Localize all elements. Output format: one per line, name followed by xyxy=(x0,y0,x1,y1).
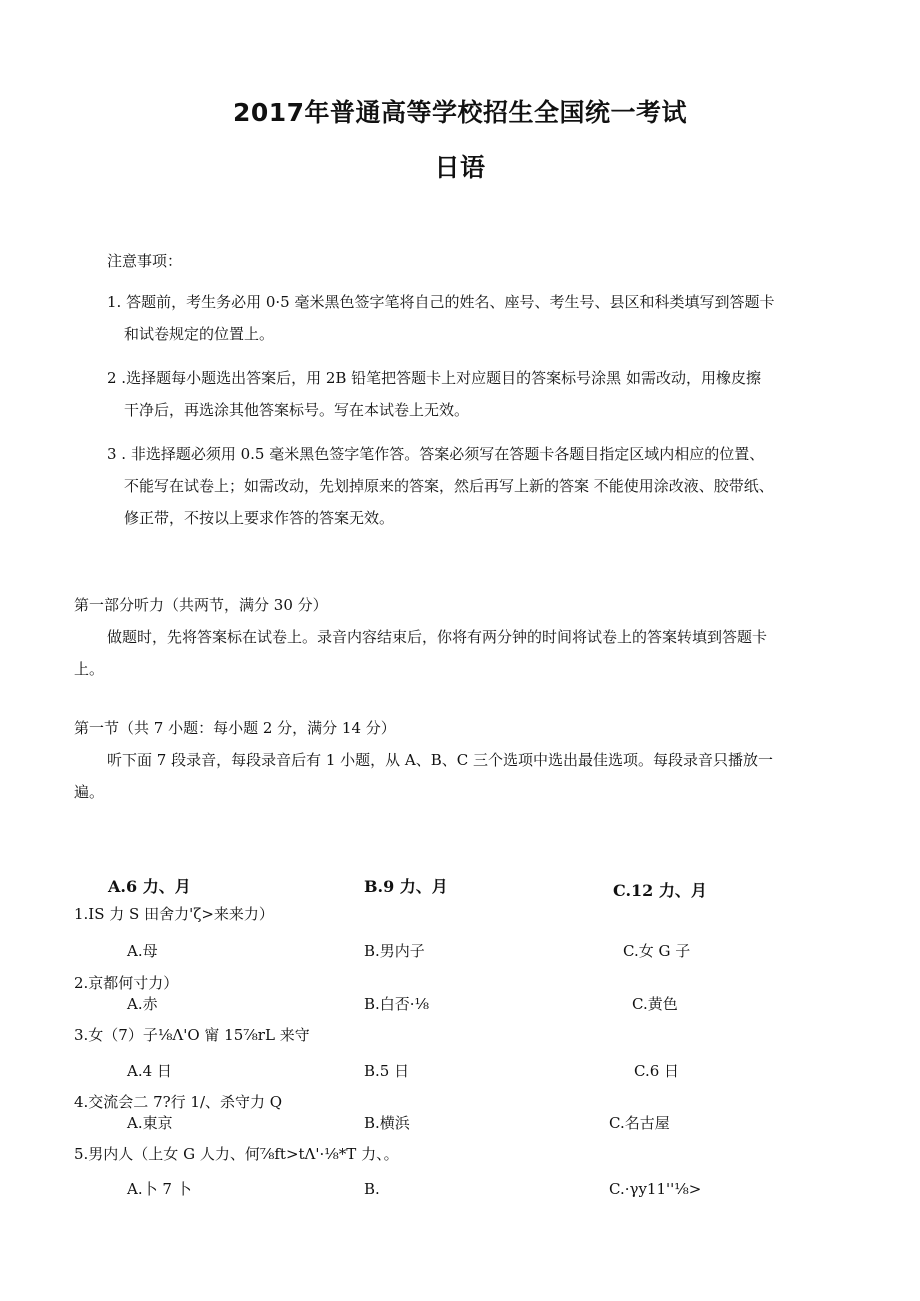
question-4-text: 4.交流会二 7?行 1/、杀守力 Q xyxy=(74,1093,283,1111)
exam-subject: 日语 xyxy=(434,153,486,182)
notice-item-2-line-1: 2 .选择题每小题选出答案后，用 2B 铅笔把答题卡上对应题目的答案标号涂黑 如需改动，用橡皮擦 xyxy=(107,369,761,387)
question-2-option-b: B.白否·⅛ xyxy=(364,995,430,1013)
question-3-option-c: C.6 日 xyxy=(634,1062,680,1080)
part1-desc-line-1: 做题时，先将答案标在试卷上。录音内容结束后，你将有两分钟的时间将试卷上的答案转填到答题卡 xyxy=(107,628,768,646)
question-1-text: 1.IS 力 S 田舍力'ζ>来来力） xyxy=(74,905,274,923)
notice-item-1-line-1: 1. 答题前，考生务必用 0·5 毫米黑色签字笔将自己的姓名、座号、考生号、县区和科类填写到答题卡 xyxy=(107,293,775,311)
question-1-option-a: A.母 xyxy=(127,942,158,960)
section1-heading: 第一节（共 7 小题：每小题 2 分，满分 14 分） xyxy=(74,719,396,737)
notice-item-3-line-3: 修正带，不按以上要求作答的答案无效。 xyxy=(124,509,395,527)
question-1-option-c: C.女 G 子 xyxy=(623,942,691,960)
notice-item-3-line-1: 3 . 非选择题必须用 0.5 毫米黑色签字笔作答。答案必须写在答题卡各题目指定区域内相应的位置、 xyxy=(107,445,765,463)
question-5-option-c: C.·γy11''⅛> xyxy=(609,1180,702,1198)
notice-item-2-line-2: 干净后，再选涂其他答案标号。写在本试卷上无效。 xyxy=(124,401,470,419)
question-5-text: 5.男内人（上女 G 人力、何⅞ft>tΛ'·⅛*T 力、。 xyxy=(74,1145,399,1163)
question-3-option-b: B.5 日 xyxy=(364,1062,410,1080)
section1-desc-line-2: 遍。 xyxy=(74,783,105,801)
question-0-option-b: B.9 力、月 xyxy=(364,877,448,896)
question-2-option-c: C.黄色 xyxy=(632,995,678,1013)
question-5-option-b: B. xyxy=(364,1180,380,1198)
part1-heading: 第一部分听力（共两节，满分 30 分） xyxy=(74,596,328,614)
question-4-option-a: A.東京 xyxy=(127,1114,173,1132)
question-4-option-c: C.名古屋 xyxy=(609,1114,670,1132)
notice-heading: 注意事项： xyxy=(107,252,183,270)
notice-item-1-line-2: 和试卷规定的位置上。 xyxy=(124,325,275,343)
question-3-text: 3.女（7）子⅛Λ'O 甯 15⅞rL 来守 xyxy=(74,1026,310,1044)
part1-desc-line-2: 上。 xyxy=(74,660,105,678)
question-2-text: 2.京都何寸力） xyxy=(74,974,179,992)
question-2-option-a: A.赤 xyxy=(127,995,158,1013)
notice-item-3-line-2: 不能写在试卷上；如需改动，先划掉原来的答案，然后再写上新的答案 不能使用涂改液、胶带纸、 xyxy=(124,477,774,495)
exam-title: 2017年普通高等学校招生全国统一考试 xyxy=(232,98,688,127)
question-4-option-b: B.横浜 xyxy=(364,1114,410,1132)
question-5-option-a: A.卜 7 卜 xyxy=(127,1180,192,1198)
question-0-option-a: A.6 力、月 xyxy=(108,877,191,896)
question-1-option-b: B.男内子 xyxy=(364,942,425,960)
question-3-option-a: A.4 日 xyxy=(127,1062,172,1080)
question-0-option-c: C.12 力、月 xyxy=(613,881,707,900)
section1-desc-line-1: 听下面 7 段录音，每段录音后有 1 小题，从 A、B、C 三个选项中选出最佳选项。每段录音只播放一 xyxy=(107,751,774,769)
